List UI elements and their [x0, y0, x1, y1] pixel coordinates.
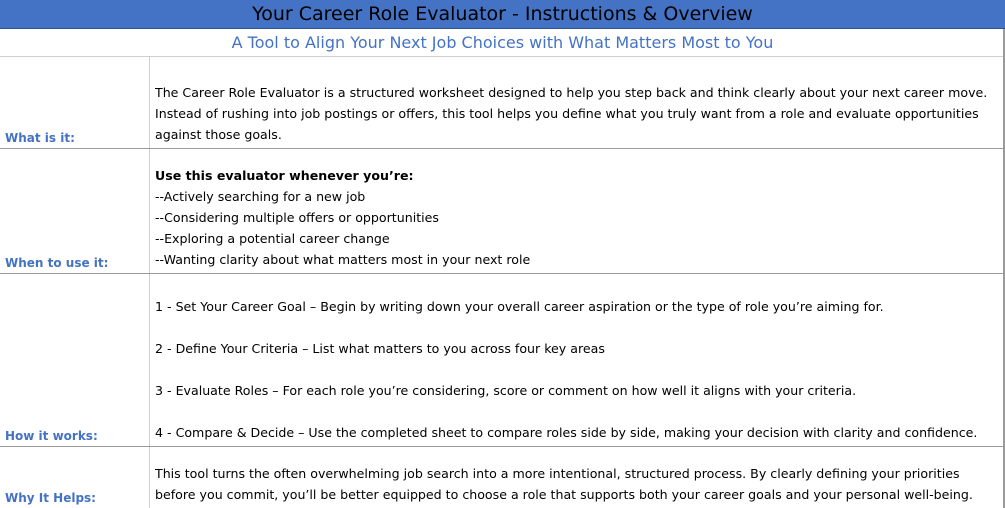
section-why-it-helps: [0, 447, 1005, 508]
content-line: against those goals.: [155, 127, 282, 142]
section-label-cell: [0, 274, 150, 446]
page-title-bar: [0, 0, 1005, 29]
content-line: 3 - Evaluate Roles – For each role you’re considering, score or comment on how well it aligns with your criteria.: [155, 383, 857, 398]
content-line: The Career Role Evaluator is a structured worksheet designed to help you step back and think clearly about your next career move.: [155, 85, 988, 100]
section-what-is-it: [0, 57, 1005, 149]
content-line: before you commit, you’ll be better equipped to choose a role that supports both your career goals and your personal well-being.: [155, 487, 973, 502]
content-line: 2 - Define Your Criteria – List what matters to you across four key areas: [155, 341, 605, 356]
section-label-cell: [0, 447, 150, 508]
section-content: [155, 296, 1003, 443]
content-line: --Exploring a potential career change: [155, 231, 390, 246]
content-line: 1 - Set Your Career Goal – Begin by writing down your overall career aspiration or the type of role you’re aiming for.: [155, 299, 884, 314]
content-line: --Wanting clarity about what matters most in your next role: [155, 252, 531, 267]
section-when-to-use: [0, 149, 1005, 274]
section-label: When to use it:: [5, 256, 109, 270]
section-label: What is it:: [5, 131, 75, 145]
content-line: This tool turns the often overwhelming job search into a more intentional, structured process. By clearly defining your priorities: [155, 466, 960, 481]
subtitle-row: [0, 29, 1005, 57]
section-label-cell: [0, 149, 150, 273]
section-content: [155, 165, 1003, 270]
content-line: 4 - Compare & Decide – Use the completed sheet to compare roles side by side, making your decision with clarity and confidence.: [155, 425, 978, 440]
section-content: [155, 463, 1003, 505]
section-label-cell: [0, 57, 150, 148]
content-line: Instead of rushing into job postings or offers, this tool helps you define what you truly want from a role and evaluate opportunities: [155, 106, 979, 121]
page-subtitle: A Tool to Align Your Next Job Choices with What Matters Most to You: [231, 33, 774, 52]
content-line: --Actively searching for a new job: [155, 189, 366, 204]
content-intro: Use this evaluator whenever you’re:: [155, 168, 414, 183]
content-line: --Considering multiple offers or opportunities: [155, 210, 439, 225]
section-content: [155, 82, 1003, 145]
section-label: How it works:: [5, 429, 98, 443]
page-title: Your Career Role Evaluator - Instructions & Overview: [252, 3, 753, 25]
section-how-it-works: [0, 274, 1005, 447]
section-label: Why It Helps:: [5, 491, 96, 505]
